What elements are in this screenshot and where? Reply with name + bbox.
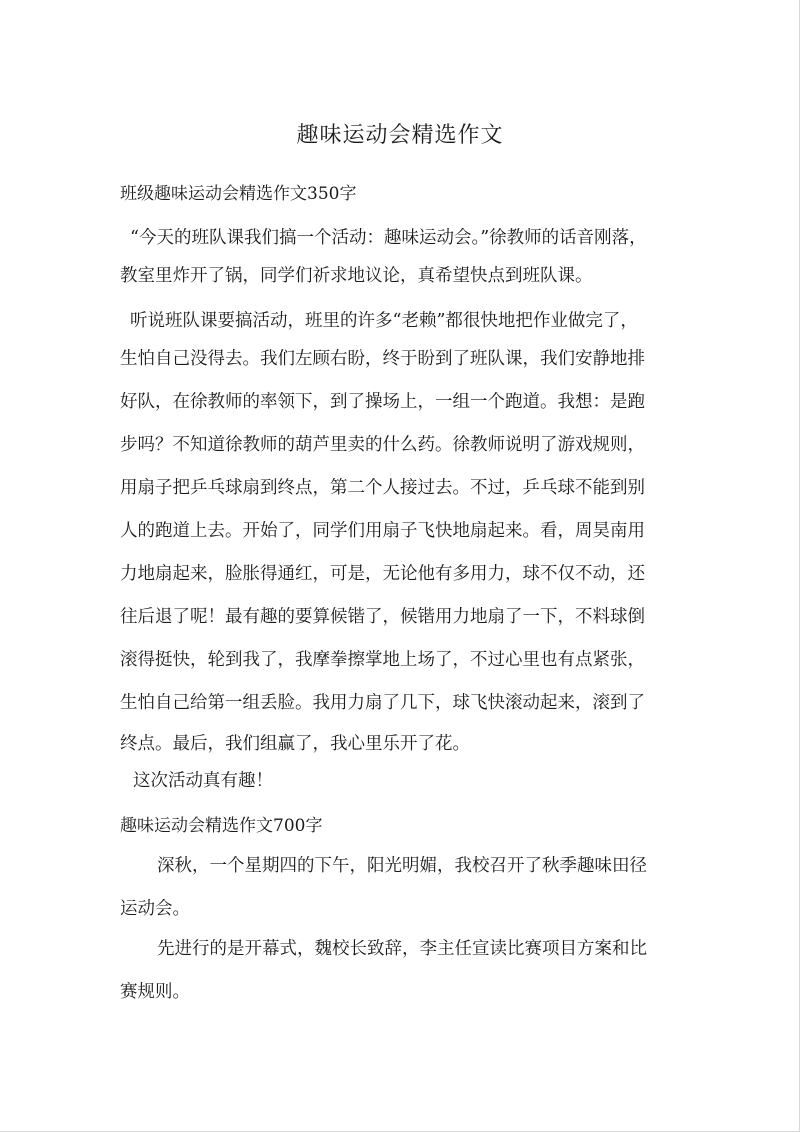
section-heading-700: 趣味运动会精选作文700字 xyxy=(120,816,323,836)
paragraph-line: “今天的班队课我们搞一个活动：趣味运动会。”徐教师的话音刚落， xyxy=(130,228,647,248)
paragraph-line: 生怕自己给第一组丢脸。我用力扇了几下，球飞快滚动起来，滚到了 xyxy=(120,693,645,713)
paragraph-line: 往后退了呢！最有趣的要算候锴了，候锴用力地扇了一下，不料球倒 xyxy=(120,607,645,627)
document-title: 趣味运动会精选作文 xyxy=(296,123,504,148)
paragraph-line: 教室里炸开了锅，同学们祈求地议论，真希望快点到班队课。 xyxy=(120,266,593,286)
paragraph-line: 生怕自己没得去。我们左顾右盼，终于盼到了班队课，我们安静地排 xyxy=(120,349,645,369)
paragraph-line: 力地扇起来，脸胀得通红，可是，无论他有多用力，球不仅不动，还 xyxy=(120,564,645,584)
paragraph-line: 先进行的是开幕式，魏校长致辞，李主任宣读比赛项目方案和比 xyxy=(157,939,647,959)
paragraph-line: 好队，在徐教师的率领下，到了操场上，一组一个跑道。我想：是跑 xyxy=(120,392,645,412)
paragraph-line: 深秋，一个星期四的下午，阳光明媚，我校召开了秋季趣味田径 xyxy=(157,856,647,876)
paragraph-line: 步吗？不知道徐教师的葫芦里卖的什么药。徐教师说明了游戏规则， xyxy=(120,435,645,455)
paragraph-line: 滚得挺快，轮到我了，我摩拳擦掌地上场了，不过心里也有点紧张， xyxy=(120,650,645,670)
paragraph-line: 用扇子把乒乓球扇到终点，第二个人接过去。不过，乒乓球不能到别 xyxy=(120,478,645,498)
paragraph-line: 赛规则。 xyxy=(120,982,190,1002)
paragraph-line: 终点。最后，我们组赢了，我心里乐开了花。 xyxy=(120,734,470,754)
section-heading-350: 班级趣味运动会精选作文350字 xyxy=(120,184,357,204)
paragraph-line: 这次活动真有趣！ xyxy=(133,771,273,791)
paragraph-line: 人的跑道上去。开始了，同学们用扇子飞快地扇起来。看，周昊南用 xyxy=(120,521,645,541)
paragraph-line: 听说班队课要搞活动，班里的许多“老赖”都很快地把作业做完了， xyxy=(130,311,638,331)
paragraph-line: 运动会。 xyxy=(120,899,190,919)
